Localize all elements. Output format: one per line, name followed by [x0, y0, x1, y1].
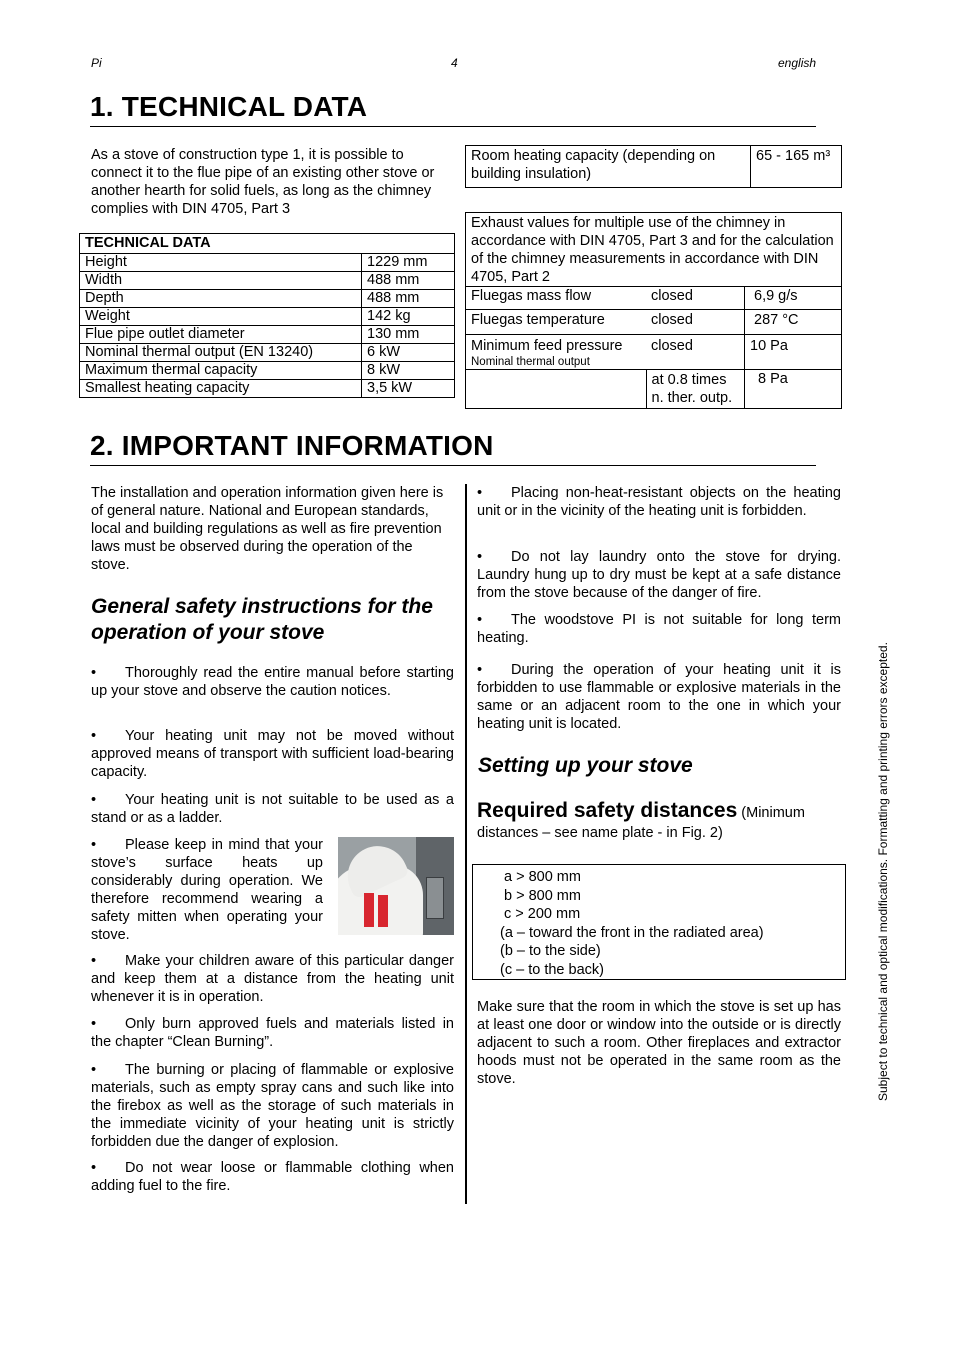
distance-item: (c – to the back) [500, 961, 604, 978]
list-item-text: During the operation of your heating unit it is forbidden to use flammable or explosive materials in the same or an adjacent room to the one in which your heating unit is located. [477, 662, 841, 732]
room-requirements-note: Make sure that the room in which the stove is set up has at least one door or window into the outside or is directly adjacent to such a room. Other fireplaces and extractor hoods must not be operated in the same room as the stove. [477, 999, 841, 1087]
section-title-important-information: 2. IMPORTANT INFORMATION [90, 430, 494, 461]
important-intro: The installation and operation information given here is of general nature. National and European standards, local and building regulations as well as fire prevention laws must be observed during the operation of the stove. [91, 485, 444, 573]
row-label: Depth [80, 290, 362, 308]
row-state: closed [646, 335, 745, 370]
row-state: at 0.8 times n. ther. outp. [646, 370, 745, 409]
row-label: Nominal thermal output (EN 13240) [80, 344, 362, 362]
row-state: closed [646, 287, 745, 310]
distance-item: (b – to the side) [500, 943, 601, 959]
row-label-text: Minimum feed pressure [471, 338, 623, 354]
row-label: Maximum thermal capacity [80, 362, 362, 380]
list-item-text: The woodstove PI is not suitable for long term heating. [477, 612, 841, 646]
list-item: • Do not wear loose or flammable clothing when adding fuel to the fire. [91, 1160, 454, 1194]
safety-distances-note: (Minimum distances – see name plate - in Fig. 2) [477, 805, 805, 841]
distance-item: a > 800 mm [504, 869, 581, 885]
row-label: Height [80, 254, 362, 272]
table-row [80, 326, 455, 344]
list-item: • The burning or placing of flammable or explosive materials, such as empty spray cans and such like into the firebox as well as the storage of such materials in the immediate vicinity of your heating unit is strictly forbidden due the danger of explosion. [91, 1062, 454, 1150]
list-item-text: Your heating unit is not suitable to be used as a stand or as a ladder. [91, 792, 454, 826]
row-value: 142 kg [362, 308, 455, 326]
row-value: 6,9 g/s [745, 287, 842, 310]
safety-distances-heading: Required safety distances [477, 799, 738, 822]
table-row [466, 310, 842, 335]
list-item: • Thoroughly read the entire manual before starting up your stove and observe the caution notices. [91, 665, 454, 699]
column-divider [465, 484, 467, 1204]
list-item-text: Your heating unit may not be moved without approved means of transport with sufficient load-bearing capacity. [91, 728, 454, 780]
row-value: 6 kW [362, 344, 455, 362]
exhaust-heading: Exhaust values for multiple use of the chimney in accordance with DIN 4705, Part 3 and for the calculation of the chimney measurements in accordance with DIN 4705, Part 2 [466, 213, 842, 287]
list-item-text: Thoroughly read the entire manual before starting up your stove and observe the caution notices. [91, 665, 454, 699]
row-label: Fluegas temperature [466, 310, 647, 335]
table-row [80, 362, 455, 380]
list-item: • Your heating unit may not be moved without approved means of transport with sufficient load-bearing capacity. [91, 728, 454, 780]
row-value: 130 mm [362, 326, 455, 344]
disclaimer-sidebar: Subject to technical and optical modifications. Formatting and printing errors excepted. [876, 642, 890, 1101]
table-row [466, 335, 842, 370]
section-rule [90, 465, 816, 466]
list-item: • Make your children aware of this particular danger and keep them at a distance from the heating unit whenever it is in operation. [91, 953, 454, 1005]
row-label [466, 335, 647, 370]
row-label: Width [80, 272, 362, 290]
list-item-text: Placing non-heat-resistant objects on the heating unit or in the vicinity of the heating unit is forbidden. [477, 485, 841, 519]
room-heating-label: Room heating capacity (depending on building insulation) [466, 146, 751, 188]
row-label: Weight [80, 308, 362, 326]
row-note: Nominal thermal output [471, 356, 590, 368]
safety-instructions-heading: General safety instructions for the operation of your stove [91, 595, 433, 644]
safety-mitten-photo [338, 837, 454, 935]
row-value: 1229 mm [362, 254, 455, 272]
row-label: Fluegas mass flow [466, 287, 647, 310]
table-heading: TECHNICAL DATA [80, 234, 455, 254]
row-value: 488 mm [362, 290, 455, 308]
room-heating-table [465, 145, 842, 188]
header-language: english [778, 56, 817, 70]
safety-distances-heading-block [477, 801, 841, 843]
list-item: • Please keep in mind that your stove’s surface heats up considerably during operation. We therefore recommend wearing a safety mitten when operating your stove. [91, 837, 323, 943]
table-row [80, 290, 455, 308]
page-number: 4 [451, 56, 458, 70]
list-item-text: The burning or placing of flammable or explosive materials, such as empty spray cans and such like into the firebox as well as the storage of such materials in the immediate vicinity of your heating unit is strictly forbidden due the danger of explosion. [91, 1062, 454, 1150]
row-value: 488 mm [362, 272, 455, 290]
list-item-text: Please keep in mind that your stove’s surface heats up considerably during operation. We therefore recommend wearing a safety mitten when operating your stove. [91, 837, 323, 943]
table-row [80, 344, 455, 362]
list-item: • Placing non-heat-resistant objects on the heating unit or in the vicinity of the heating unit is forbidden. [477, 485, 841, 519]
table-row [466, 370, 842, 409]
list-item: • During the operation of your heating unit it is forbidden to use flammable or explosive materials in the same or an adjacent room to the one in which your heating unit is located. [477, 662, 841, 732]
list-item: • Do not lay laundry onto the stove for drying. Laundry hung up to dry must be kept at a safe distance from the stove because of the danger of fire. [477, 549, 841, 601]
distance-item: c > 200 mm [504, 906, 581, 922]
room-heating-value: 65 - 165 m³ [751, 146, 842, 188]
row-value: 10 Pa [745, 335, 842, 370]
row-value: 3,5 kW [362, 380, 455, 398]
distance-item: b > 800 mm [504, 887, 581, 904]
table-row [80, 308, 455, 326]
setup-heading: Setting up your stove [478, 754, 693, 777]
section-title-technical-data: 1. TECHNICAL DATA [90, 91, 368, 122]
section-rule [90, 126, 816, 127]
list-item-text: Only burn approved fuels and materials listed in the chapter “Clean Burning”. [91, 1016, 454, 1050]
table-row [80, 272, 455, 290]
row-label: Smallest heating capacity [80, 380, 362, 398]
list-item: • Your heating unit is not suitable to be used as a stand or as a ladder. [91, 792, 454, 826]
table-row [466, 287, 842, 310]
table-row [80, 254, 455, 272]
row-value: 8 Pa [745, 370, 842, 409]
table-row [80, 380, 455, 398]
row-value: 287 °C [745, 310, 842, 335]
exhaust-values-table [465, 212, 842, 409]
row-state: closed [646, 310, 745, 335]
row-label: Flue pipe outlet diameter [80, 326, 362, 344]
safety-distances-box [472, 864, 846, 980]
technical-data-table [79, 233, 455, 398]
list-item-text: Do not lay laundry onto the stove for drying. Laundry hung up to dry must be kept at a safe distance from the stove because of the danger of fire. [477, 549, 841, 601]
distance-item: (a – toward the front in the radiated area) [500, 924, 764, 941]
row-label [466, 370, 647, 409]
technical-intro: As a stove of construction type 1, it is possible to connect it to the flue pipe of an existing other stove or another hearth for solid fuels, as long as the chimney complies with DIN 4705, Part 3 [91, 147, 435, 217]
row-value: 8 kW [362, 362, 455, 380]
header-left: Pi [91, 56, 102, 70]
list-item-text: Make your children aware of this particular danger and keep them at a distance from the heating unit whenever it is in operation. [91, 953, 454, 1005]
list-item: • The woodstove PI is not suitable for long term heating. [477, 612, 841, 646]
list-item: • Only burn approved fuels and materials listed in the chapter “Clean Burning”. [91, 1016, 454, 1050]
list-item-text: Do not wear loose or flammable clothing when adding fuel to the fire. [91, 1160, 454, 1194]
